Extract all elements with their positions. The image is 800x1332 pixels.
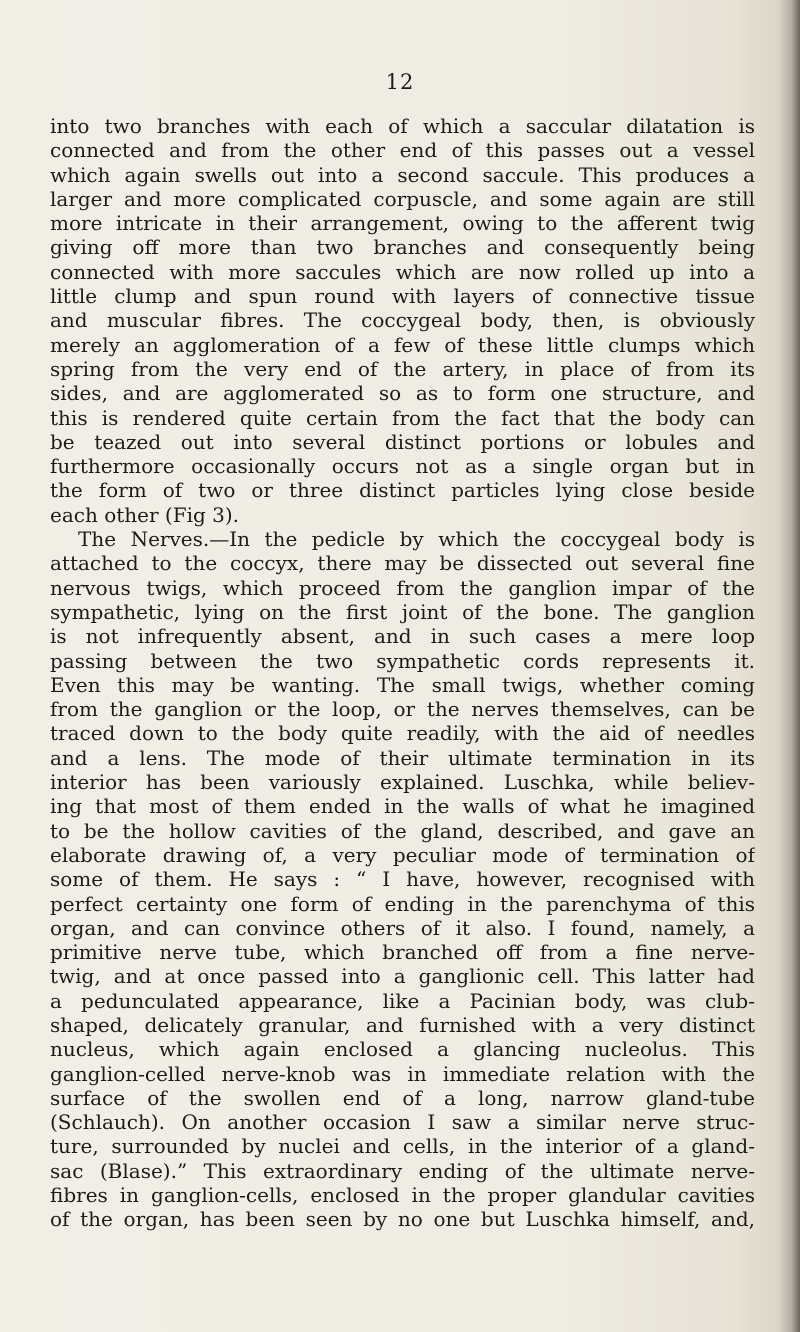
- text-line: twig, and at once passed into a ganglionic cell. This latter had: [50, 964, 755, 989]
- text-line: shaped, delicately granular, and furnished with a very distinct: [50, 1012, 755, 1037]
- text-line: and muscular fibres. The coccygeal body, then, is obviously: [50, 308, 755, 333]
- text-line: traced down to the body quite readily, with the aid of needles: [50, 721, 755, 746]
- text-line: ing that most of them ended in the walls of what he imagined: [50, 794, 755, 819]
- text-line: (Schlauch). On another occasion I saw a similar nerve struc-: [50, 1110, 755, 1135]
- text-line: merely an agglomeration of a few of these little clumps which: [50, 332, 755, 357]
- text-line: ganglion-celled nerve-knob was in immediate relation with the: [50, 1061, 755, 1086]
- text-line: organ, and can convince others of it also. I found, namely, a: [50, 915, 755, 940]
- page-number: 12: [385, 70, 415, 94]
- text-line: be teazed out into several distinct portions or lobules and: [50, 429, 755, 454]
- text-line: fibres in ganglion-cells, enclosed in the proper glandular cavities: [50, 1183, 755, 1208]
- text-line: primitive nerve tube, which branched off from a fine nerve-: [50, 940, 755, 965]
- text-line: which again swells out into a second saccule. This produces a: [50, 162, 755, 187]
- text-line: larger and more complicated corpuscle, and some again are still: [50, 186, 755, 211]
- text-line: from the ganglion or the loop, or the nerves themselves, can be: [50, 697, 755, 722]
- text-line: each other (Fig 3).: [50, 502, 240, 527]
- text-line: nucleus, which again enclosed a glancing nucleolus. This: [50, 1037, 755, 1062]
- text-line: Even this may be wanting. The small twigs, whether coming: [50, 672, 755, 697]
- text-line: connected with more saccules which are now rolled up into a: [50, 259, 755, 284]
- text-line: spring from the very end of the artery, in place of from its: [50, 356, 755, 381]
- text-line: sympathetic, lying on the first joint of the bone. The ganglion: [50, 599, 755, 624]
- text-line: and a lens. The mode of their ultimate termination in its: [50, 745, 755, 770]
- text-line: little clump and spun round with layers of connective tissue: [50, 284, 755, 309]
- text-line: surface of the swollen end of a long, narrow gland-tube: [50, 1085, 755, 1110]
- text-line: into two branches with each of which a saccular dilatation is: [50, 114, 755, 138]
- text-line: sac (Blase).” This extraordinary ending of the ultimate nerve-: [50, 1158, 755, 1183]
- text-line: connected and from the other end of this passes out a vessel: [50, 138, 755, 163]
- text-line: attached to the coccyx, there may be dissected out several fine: [50, 551, 755, 576]
- text-line: sides, and are agglomerated so as to form one structure, and: [50, 381, 755, 406]
- text-line: more intricate in their arrangement, owing to the afferent twig: [50, 211, 755, 236]
- body-text: [50, 114, 755, 1232]
- text-line: giving off more than two branches and consequently being: [50, 235, 755, 260]
- text-line: a pedunculated appearance, like a Pacinian body, was club-: [50, 988, 755, 1013]
- text-line: perfect certainty one form of ending in the parenchyma of this: [50, 891, 755, 916]
- text-line: nervous twigs, which proceed from the ganglion impar of the: [50, 575, 755, 600]
- text-line: some of them. He says : “ I have, however, recognised with: [50, 867, 755, 892]
- text-line: elaborate drawing of, a very peculiar mode of termination of: [50, 842, 755, 867]
- text-line: interior has been variously explained. Luschka, while believ-: [50, 770, 755, 795]
- text-line: to be the hollow cavities of the gland, described, and gave an: [50, 818, 755, 843]
- text-line: is not infrequently absent, and in such cases a mere loop: [50, 624, 755, 649]
- text-line: furthermore occasionally occurs not as a single organ but in: [50, 454, 755, 479]
- text-line: the form of two or three distinct particles lying close beside: [50, 478, 755, 503]
- text-line: passing between the two sympathetic cords represents it.: [50, 648, 755, 673]
- text-line: ture, surrounded by nuclei and cells, in the interior of a gland-: [50, 1134, 755, 1159]
- text-line: The Nerves.—In the pedicle by which the coccygeal body is: [78, 527, 755, 552]
- text-line: of the organ, has been seen by no one but Luschka himself, and,: [50, 1207, 755, 1232]
- text-line: this is rendered quite certain from the fact that the body can: [50, 405, 755, 430]
- page-edge-shadow: [778, 0, 800, 1332]
